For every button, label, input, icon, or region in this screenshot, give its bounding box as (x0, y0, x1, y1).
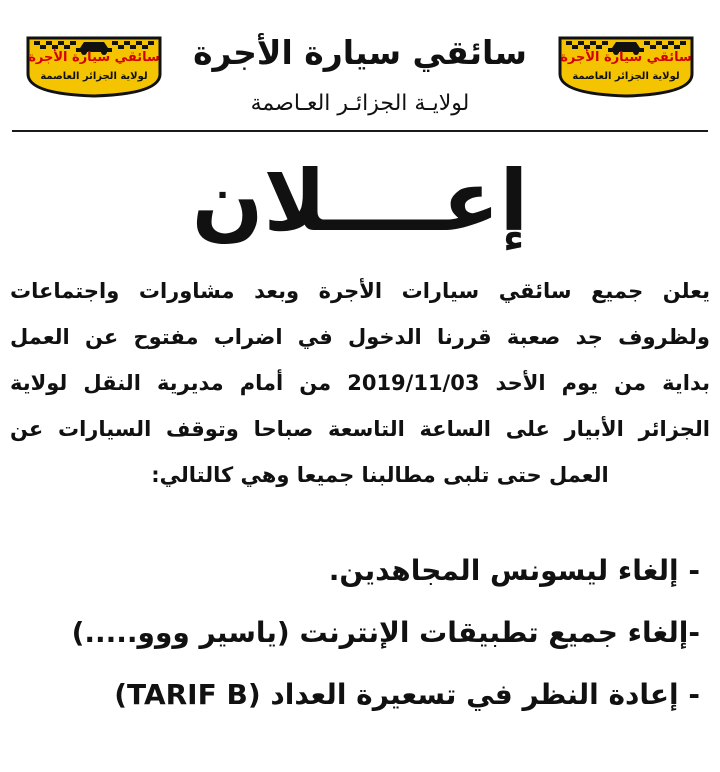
demands-list (10, 540, 708, 726)
announcement-heading: إعــــلان (191, 152, 529, 250)
body-line: ولظروف جد صعبة قررنا الدخول في اضراب مفتوح عن العمل (10, 325, 710, 349)
header-divider (12, 130, 708, 132)
demand-item: - إلغاء ليسونس المجاهدين. (328, 554, 700, 587)
header-title: سائقي سيارة الأجرة (193, 33, 527, 72)
demand-item: -إلغاء جميع تطبيقات الإنترنت (ياسير ووو.....) (71, 616, 700, 649)
badge-title: سائقي سيارة الأجرة (560, 50, 692, 65)
taxi-badge-left (24, 30, 164, 98)
badge-subtitle: لولاية الجزائر العاصمة (572, 71, 680, 82)
header-subtitle: لولايـة الجزائـر العـاصمة (250, 91, 470, 116)
badge-title: سائقي سيارة الأجرة (28, 50, 160, 65)
announcement-body (10, 268, 710, 498)
body-line: العمل حتى تلبى مطالبنا جميعا وهي كالتالي: (151, 463, 609, 487)
demand-item: - إعادة النظر في تسعيرة العداد (TARIF B) (114, 678, 700, 711)
body-line: الجزائر الأبيار على الساعة التاسعة صباحا وتوقف السيارات عن (10, 417, 710, 441)
taxi-badge-right (556, 30, 696, 98)
body-line: بداية من يوم الأحد 2019/11/03 من أمام مديرية النقل لولاية (10, 371, 710, 395)
body-line: يعلن جميع سائقي سيارات الأجرة وبعد مشاورات واجتماعات (10, 279, 710, 303)
badge-subtitle: لولاية الجزائر العاصمة (40, 71, 148, 82)
